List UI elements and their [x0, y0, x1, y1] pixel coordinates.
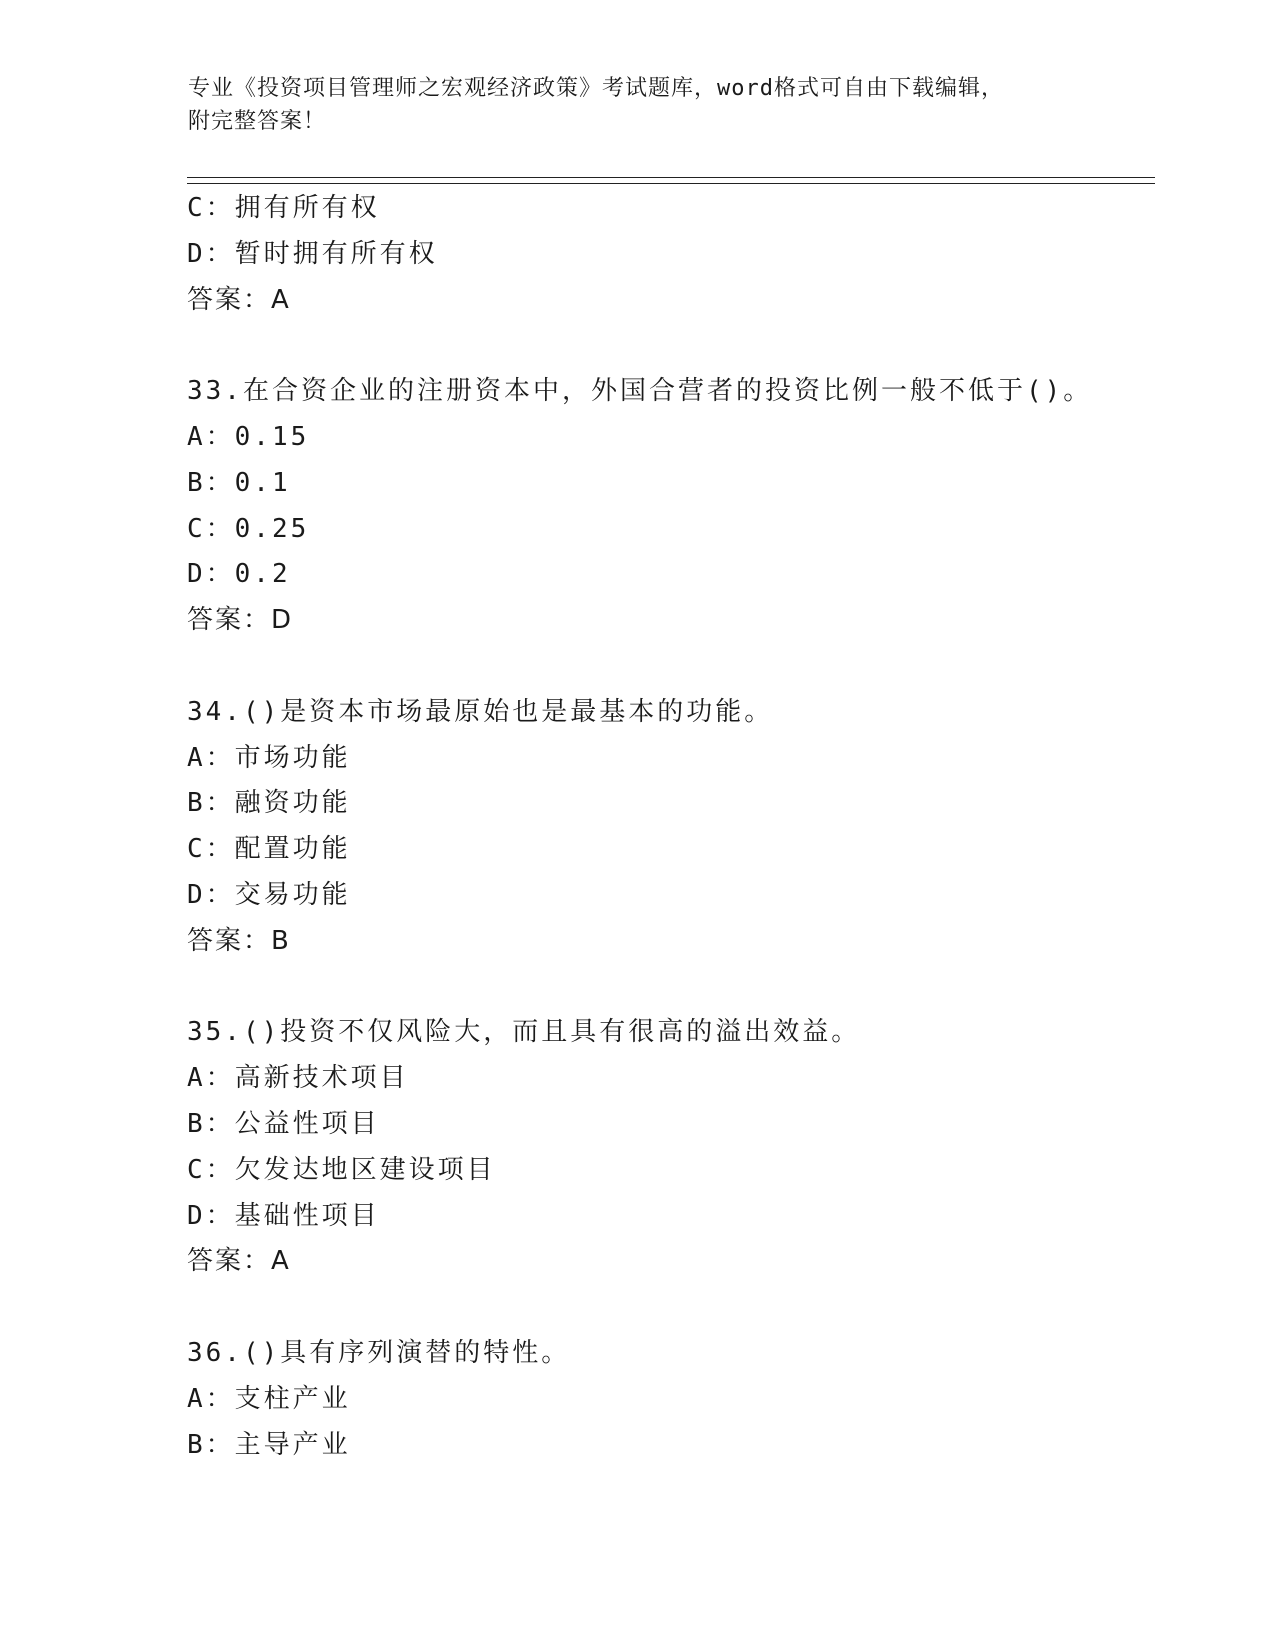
question-spacer — [187, 323, 1147, 369]
option-b: B：主导产业 — [187, 1429, 351, 1460]
question-36 — [187, 1331, 1147, 1468]
option-c: C：0.25 — [187, 513, 310, 544]
question-spacer — [187, 1285, 1147, 1331]
option-d: D：暂时拥有所有权 — [187, 238, 438, 269]
question-text: 34.()是资本市场最原始也是最基本的功能。 — [187, 696, 774, 727]
option-a: A：市场功能 — [187, 742, 351, 773]
header-line-2: 附完整答案！ — [188, 109, 327, 134]
header-line-1: 专业《投资项目管理师之宏观经济政策》考试题库，word格式可自由下载编辑， — [188, 76, 1004, 101]
option-d: D：0.2 — [187, 559, 291, 590]
question-text: 36.()具有序列演替的特性。 — [187, 1337, 571, 1368]
question-33 — [187, 369, 1147, 644]
option-b: B：融资功能 — [187, 788, 351, 819]
option-a: A：支柱产业 — [187, 1383, 351, 1414]
option-d: D：基础性项目 — [187, 1200, 380, 1231]
question-34 — [187, 690, 1147, 965]
option-c: C：配置功能 — [187, 834, 351, 865]
question-spacer — [187, 965, 1147, 1011]
page-header — [188, 72, 1088, 138]
option-d: D：交易功能 — [187, 879, 351, 910]
option-a: A：高新技术项目 — [187, 1063, 409, 1094]
question-list — [187, 186, 1147, 1468]
answer-label: 答案：B — [187, 925, 291, 956]
question-spacer — [187, 644, 1147, 690]
question-text: 33.在合资企业的注册资本中，外国合营者的投资比例一般不低于()。 — [187, 376, 1093, 407]
option-b: B：0.1 — [187, 467, 291, 498]
option-b: B：公益性项目 — [187, 1108, 380, 1139]
option-c: C：拥有所有权 — [187, 193, 380, 223]
answer-label: 答案：D — [187, 605, 294, 636]
question-35 — [187, 1010, 1147, 1285]
header-divider — [187, 177, 1155, 184]
question-32-continuation — [187, 186, 1147, 323]
answer-label: 答案：A — [187, 284, 291, 315]
option-a: A：0.15 — [187, 421, 310, 452]
option-c: C：欠发达地区建设项目 — [187, 1154, 496, 1185]
answer-label: 答案：A — [187, 1246, 291, 1277]
question-text: 35.()投资不仅风险大，而且具有很高的溢出效益。 — [187, 1017, 861, 1048]
